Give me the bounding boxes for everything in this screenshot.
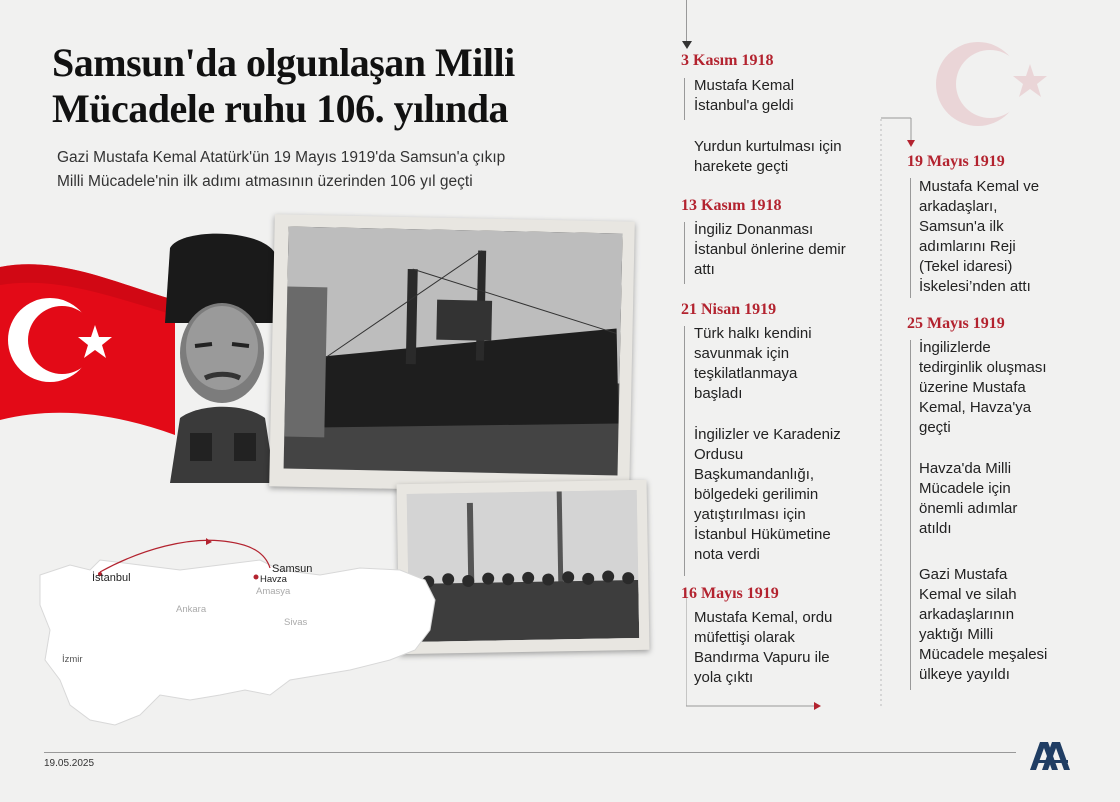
timeline-text: Yurdun kurtulması için harekete geçti xyxy=(694,138,842,175)
ship-photo xyxy=(269,214,635,493)
map-label-amasya: Amasya xyxy=(256,586,291,597)
timeline-text: İngilizler ve Karadeniz Ordusu Başkumandanlığı, bölgedeki gerilimin yatıştırılması için İstanbul Hükümetine nota verdi xyxy=(694,426,841,563)
timeline-bar xyxy=(684,78,685,120)
page-subtitle xyxy=(57,146,597,194)
subtitle-line-2: Milli Mücadele'nin ilk adımı atmasının üzerinden 106 yıl geçti xyxy=(57,173,473,190)
footer-date: 19.05.2025 xyxy=(44,758,95,769)
timeline-date: 13 Kasım 1918 xyxy=(681,197,782,214)
timeline-date: 25 Mayıs 1919 xyxy=(907,315,1005,332)
timeline-date: 16 Mayıs 1919 xyxy=(681,585,779,602)
timeline-top-line xyxy=(686,0,687,44)
timeline-text: Mustafa Kemal, ordu müfettişi olarak Bandırma Vapuru ile yola çıktı xyxy=(694,609,833,686)
subtitle-line-1: Gazi Mustafa Kemal Atatürk'ün 19 Mayıs 1919'da Samsun'a çıkıp xyxy=(57,149,506,166)
timeline-bar xyxy=(684,222,685,284)
crescent-star-icon xyxy=(932,36,1062,136)
timeline-bar xyxy=(910,340,911,690)
map-label-ankara: Ankara xyxy=(176,604,207,615)
map-label-istanbul: İstanbul xyxy=(92,572,131,584)
timeline-date: 3 Kasım 1918 xyxy=(681,52,774,69)
title-line-1: Samsun'da olgunlaşan Milli xyxy=(52,40,515,85)
timeline-text: Türk halkı kendini savunmak için teşkilatlanmaya başladı xyxy=(694,325,812,402)
timeline-date: 21 Nisan 1919 xyxy=(681,301,777,318)
map-label-sivas: Sivas xyxy=(284,617,308,628)
timeline-text: Mustafa Kemal ve arkadaşları, Samsun'a ilk adımlarını Reji (Tekel idaresi) İskelesi’nden attı xyxy=(919,178,1040,295)
timeline-bar xyxy=(684,326,685,576)
title-line-2: Mücadele ruhu 106. yılında xyxy=(52,86,508,131)
timeline-date: 19 Mayıs 1919 xyxy=(907,153,1005,170)
ship-photo-image xyxy=(284,227,623,476)
turkey-map xyxy=(30,520,450,750)
map-label-samsun: Samsun xyxy=(272,563,313,575)
page-title xyxy=(52,40,652,132)
timeline-text: İngiliz Donanması İstanbul önlerine demir attı xyxy=(694,221,846,278)
footer-divider xyxy=(44,752,1016,753)
timeline-text: Mustafa Kemal İstanbul'a geldi xyxy=(694,77,795,114)
map-label-havza: Havza xyxy=(260,574,287,585)
aa-logo-icon xyxy=(1028,736,1072,772)
timeline-text: İngilizlerde tedirginlik oluşması üzerine Mustafa Kemal, Havza'ya geçti xyxy=(919,339,1047,436)
timeline-text: Havza'da Milli Mücadele için önemli adımlar atıldı xyxy=(919,460,1018,537)
timeline-bar xyxy=(910,178,911,298)
map-label-izmir: İzmir xyxy=(62,654,83,665)
arrow-down-icon xyxy=(681,40,693,50)
timeline-text: Gazi Mustafa Kemal ve silah arkadaşlarının yaktığı Milli Mücadele meşalesi ülkeye yayıldı xyxy=(919,566,1048,683)
